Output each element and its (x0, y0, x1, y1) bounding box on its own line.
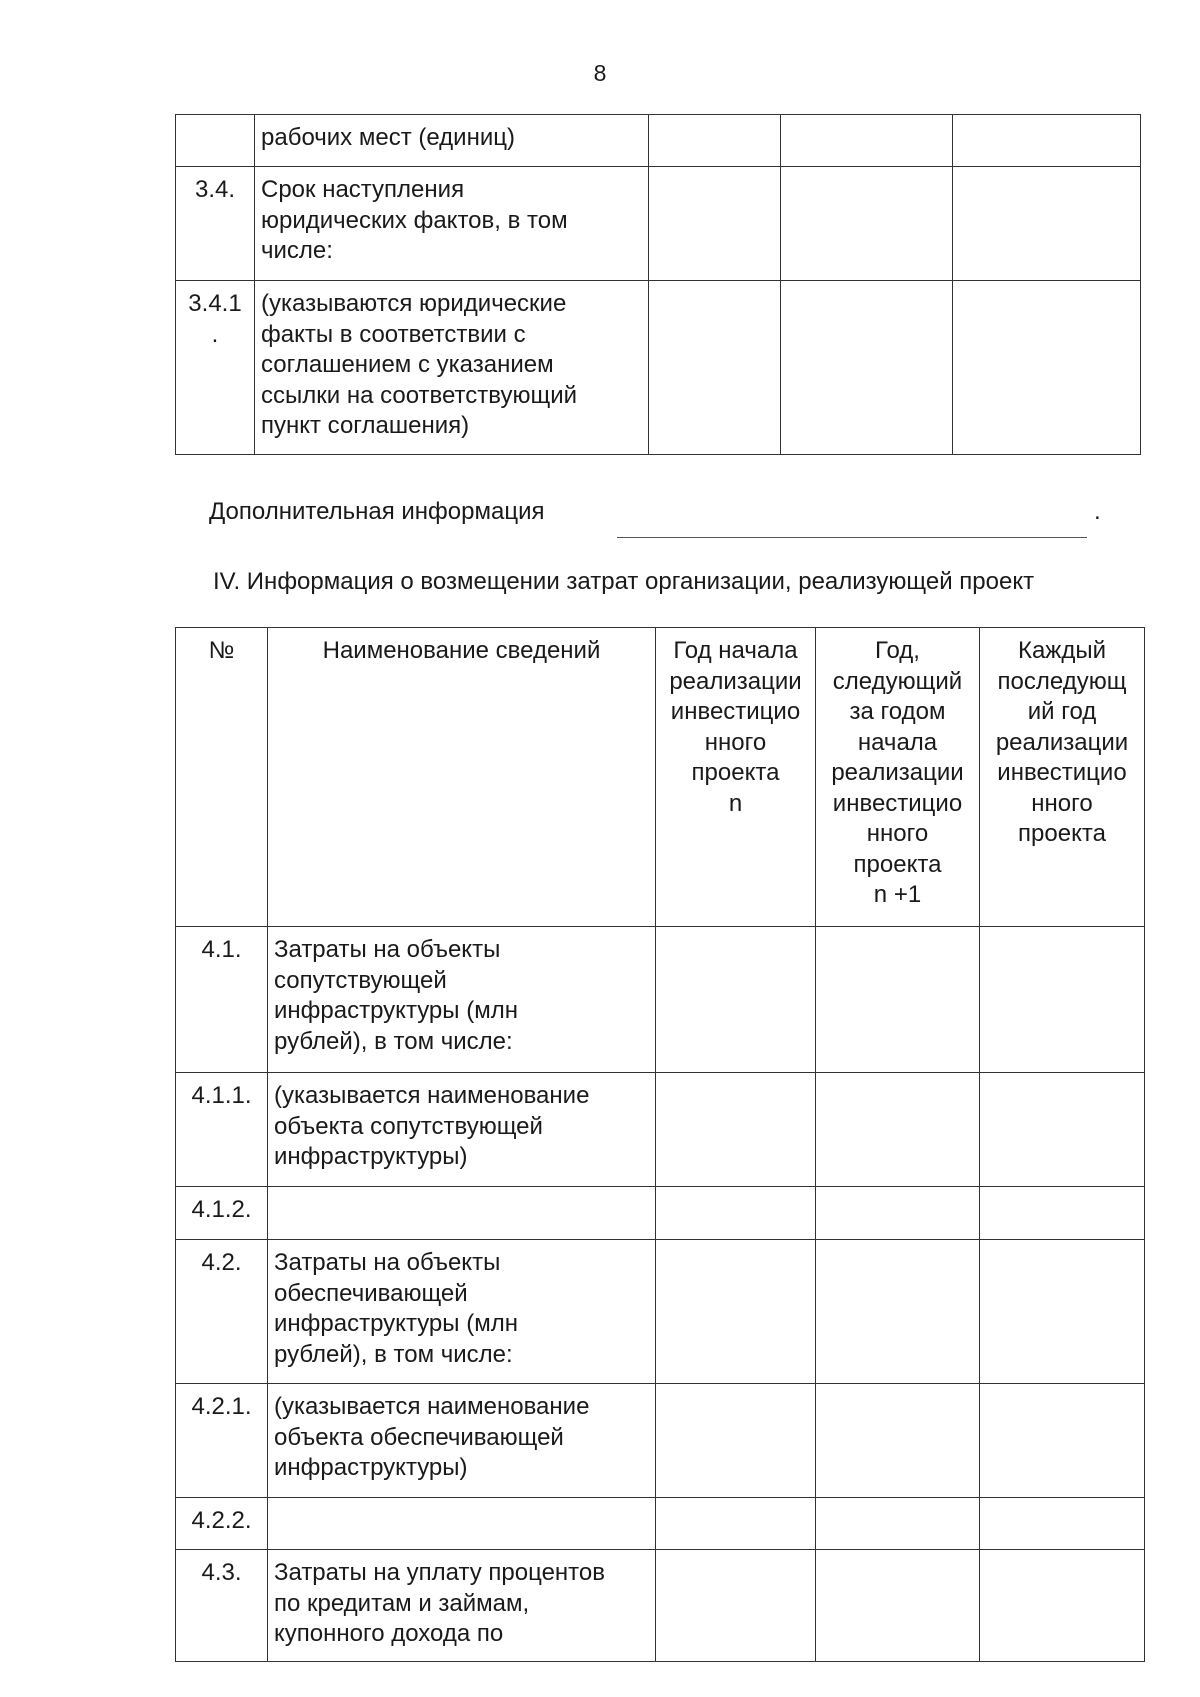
row-text-cell (268, 1384, 656, 1498)
table-row (176, 1550, 1145, 1662)
row-number-cell: 4.2.2. (176, 1498, 268, 1550)
row-text-cell (255, 167, 649, 281)
cell-text: рабочих мест (единиц) (261, 124, 515, 151)
legal-facts-table (175, 114, 1141, 455)
cell-text: объекта сопутствующей (274, 1112, 543, 1140)
table-row (176, 167, 1141, 281)
value-cell (816, 1384, 980, 1498)
cell-text: объекта обеспечивающей (274, 1423, 564, 1451)
table-row (176, 927, 1145, 1073)
value-cell (649, 115, 781, 167)
cell-text: факты в соответствии с (261, 320, 526, 348)
cell-text: последующ (997, 667, 1127, 695)
cell-text: n (728, 789, 743, 817)
value-cell (816, 1498, 980, 1550)
row-text-cell (268, 1498, 656, 1550)
cell-text: n +1 (873, 881, 922, 908)
additional-info-period: . (1094, 498, 1101, 525)
row-text-cell (268, 1240, 656, 1384)
cell-text: по кредитам и займам, (274, 1589, 530, 1617)
row-text-cell (268, 1073, 656, 1187)
cell-text: ий год (1027, 698, 1097, 725)
cell-text: инвестицио (997, 759, 1127, 786)
value-cell (816, 927, 980, 1073)
value-cell (953, 115, 1141, 167)
value-cell (656, 927, 816, 1073)
row-number-cell: 4.2. (176, 1240, 268, 1384)
value-cell (656, 1073, 816, 1187)
cell-text: Год начала (673, 637, 798, 664)
cell-text: числе: (261, 237, 333, 264)
cell-text: проекта (853, 850, 942, 878)
cell-text: купонного дохода по (274, 1620, 504, 1647)
cell-text: пункт соглашения) (261, 412, 470, 439)
value-cell (980, 1240, 1145, 1384)
value-cell (980, 1187, 1145, 1240)
cell-text: нного (1031, 789, 1093, 817)
row-text-cell (268, 1550, 656, 1662)
table-row (176, 1498, 1145, 1550)
row-number-cell: 4.3. (176, 1550, 268, 1662)
value-cell (781, 115, 953, 167)
page-number: 8 (593, 60, 607, 86)
cell-text: Срок наступления (261, 176, 465, 203)
cell-text: (указывается наименование (274, 1393, 590, 1420)
section-title: IV. Информация о возмещении затрат организации, реализующей проект (213, 568, 1035, 595)
cell-text: реализации (831, 759, 964, 786)
value-cell (816, 1240, 980, 1384)
cell-text: Затраты на объекты (274, 1249, 501, 1276)
value-cell (656, 1550, 816, 1662)
value-cell (980, 1384, 1145, 1498)
cell-text: 3.4.1 (188, 290, 242, 317)
table-row (176, 281, 1141, 455)
value-cell (980, 1550, 1145, 1662)
table-header-row (176, 628, 1145, 927)
additional-info-label: Дополнительная информация (209, 498, 545, 525)
cell-text: реализации (995, 728, 1129, 756)
cell-text: соглашением с указанием (261, 351, 554, 378)
header-year-start (656, 628, 816, 927)
cell-text: Каждый (1017, 637, 1107, 664)
cell-text: рублей), в том числе: (274, 1027, 513, 1055)
cell-text: за годом (849, 698, 946, 725)
row-text-cell (255, 115, 649, 167)
cell-text: инфраструктуры) (274, 1143, 468, 1170)
row-number-cell (176, 115, 255, 167)
cell-text: сопутствующей (274, 966, 447, 994)
row-number-cell: 4.1.2. (176, 1187, 268, 1240)
row-number-cell: 3.4. (176, 167, 255, 281)
cell-text: инвестицио (670, 698, 801, 725)
table-row (176, 1240, 1145, 1384)
value-cell (781, 167, 953, 281)
value-cell (980, 927, 1145, 1073)
value-cell (816, 1187, 980, 1240)
cell-text: инфраструктуры (млн (274, 1310, 518, 1337)
value-cell (781, 281, 953, 455)
cell-text: Год, (875, 637, 920, 664)
table-row (176, 1187, 1145, 1240)
header-year-each (980, 628, 1145, 927)
table-row (176, 115, 1141, 167)
cell-text: ссылки на соответствующий (261, 381, 578, 409)
table-row (176, 1073, 1145, 1187)
value-cell (656, 1498, 816, 1550)
cell-text: (указывается наименование (274, 1082, 590, 1109)
cell-text: Наименование сведений (322, 637, 601, 664)
value-cell (980, 1498, 1145, 1550)
value-cell (953, 167, 1141, 281)
cell-text: проекта (691, 759, 780, 786)
value-cell (656, 1187, 816, 1240)
cell-text: следующий (832, 667, 963, 695)
value-cell (656, 1240, 816, 1384)
cell-text: № (208, 637, 235, 664)
cell-text: Затраты на уплату процентов (274, 1559, 605, 1586)
row-number-cell: 4.2.1. (176, 1384, 268, 1498)
value-cell (656, 1384, 816, 1498)
value-cell (953, 281, 1141, 455)
cell-text: проекта (1018, 820, 1106, 847)
cost-reimbursement-table (175, 627, 1145, 1662)
table-row (176, 1384, 1145, 1498)
cell-text: нного (704, 728, 767, 756)
cell-text: (указываются юридические (261, 290, 567, 317)
cell-text: рублей), в том числе: (274, 1340, 513, 1368)
row-text-cell (255, 281, 649, 455)
value-cell (980, 1073, 1145, 1187)
cell-text: Затраты на объекты (274, 936, 501, 963)
additional-info-field[interactable] (617, 537, 1087, 538)
header-number (176, 628, 268, 927)
value-cell (816, 1550, 980, 1662)
cell-text: нного (866, 820, 929, 847)
value-cell (649, 281, 781, 455)
row-text-cell (268, 1187, 656, 1240)
cell-text: обеспечивающей (274, 1279, 468, 1307)
header-year-next (816, 628, 980, 927)
cell-text: инфраструктуры) (274, 1454, 468, 1481)
cell-text: инфраструктуры (млн (274, 997, 518, 1024)
header-name (268, 628, 656, 927)
cell-text: реализации (669, 667, 802, 695)
value-cell (816, 1073, 980, 1187)
cell-text: инвестицио (832, 789, 963, 817)
row-number-cell: 4.1.1. (176, 1073, 268, 1187)
row-number-cell (176, 281, 255, 455)
cell-text: юридических фактов, в том (261, 206, 568, 234)
cell-text: . (211, 320, 219, 348)
row-text-cell (268, 927, 656, 1073)
cell-text: начала (857, 728, 938, 756)
value-cell (649, 167, 781, 281)
row-number-cell: 4.1. (176, 927, 268, 1073)
